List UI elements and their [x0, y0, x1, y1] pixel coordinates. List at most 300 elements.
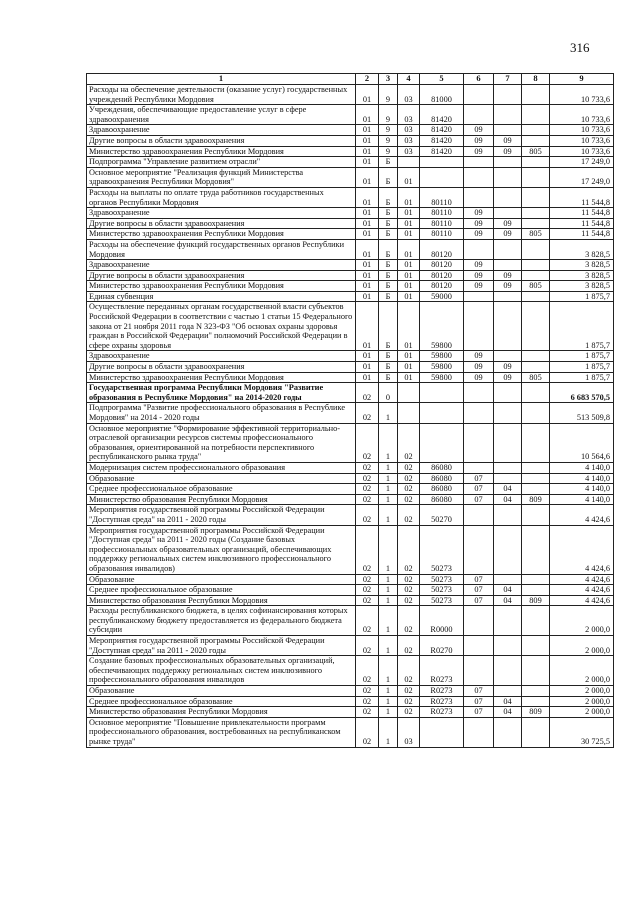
row-name: Другие вопросы в области здравоохранения	[87, 135, 356, 146]
row-name: Государственная программа Республики Мордовия "Развитие образования в Республике Мордовия" на 2014-2020 годы	[87, 383, 356, 403]
row-code: 03	[398, 125, 420, 136]
row-code: 01	[356, 372, 379, 383]
row-code: 04	[494, 707, 522, 718]
table-row	[87, 187, 614, 207]
row-code	[522, 105, 550, 125]
row-code: Б	[379, 218, 398, 229]
row-code	[494, 656, 522, 686]
row-name: Подпрограмма "Управление развитием отрасли"	[87, 157, 356, 168]
row-code	[522, 351, 550, 362]
row-code: 01	[356, 351, 379, 362]
row-code	[494, 239, 522, 259]
row-amount: 10 733,6	[550, 135, 614, 146]
row-code: 86080	[420, 462, 464, 473]
row-amount: 2 000,0	[550, 686, 614, 697]
row-code	[494, 636, 522, 656]
row-code	[522, 462, 550, 473]
table-row	[87, 383, 614, 403]
row-code: 01	[356, 146, 379, 157]
row-amount: 6 683 570,5	[550, 383, 614, 403]
row-code: 09	[494, 146, 522, 157]
table-row	[87, 239, 614, 259]
row-name: Среднее профессиональное образование	[87, 484, 356, 495]
table-row	[87, 208, 614, 219]
row-code	[464, 383, 494, 403]
row-name: Министерство здравоохранения Республики Мордовия	[87, 281, 356, 292]
row-code	[464, 157, 494, 168]
row-code: 02	[356, 494, 379, 505]
row-code: 1	[379, 656, 398, 686]
row-code: 1	[379, 585, 398, 596]
row-code: 09	[464, 351, 494, 362]
row-code: 04	[494, 696, 522, 707]
row-amount: 3 828,5	[550, 260, 614, 271]
row-code: 50273	[420, 585, 464, 596]
row-amount: 11 544,8	[550, 187, 614, 207]
row-amount: 1 875,7	[550, 372, 614, 383]
row-code: 07	[464, 686, 494, 697]
row-code	[464, 462, 494, 473]
row-code	[420, 423, 464, 462]
row-code: 1	[379, 696, 398, 707]
row-code	[464, 239, 494, 259]
row-name: Основное мероприятие "Формирование эффективной территориально-отраслевой организации ресурсов системы профессионального образования, ориентированной на потребности перспективного республиканского рынка труда"	[87, 423, 356, 462]
row-code	[464, 85, 494, 105]
column-header: 8	[522, 74, 550, 85]
row-amount: 4 140,0	[550, 494, 614, 505]
table-row	[87, 85, 614, 105]
table-row	[87, 606, 614, 636]
row-code	[522, 473, 550, 484]
row-code: 02	[398, 696, 420, 707]
row-name: Министерство образования Республики Мордовия	[87, 707, 356, 718]
row-amount: 30 725,5	[550, 717, 614, 747]
row-code: 01	[356, 135, 379, 146]
row-code: 9	[379, 105, 398, 125]
row-code: 02	[398, 484, 420, 495]
row-code: 80120	[420, 260, 464, 271]
row-code	[494, 686, 522, 697]
table-row	[87, 473, 614, 484]
table-body	[87, 85, 614, 748]
row-code: 01	[356, 105, 379, 125]
page-number: 316	[570, 40, 590, 55]
row-code	[464, 717, 494, 747]
table-row	[87, 686, 614, 697]
row-code	[464, 606, 494, 636]
row-code: 809	[522, 595, 550, 606]
row-code	[420, 403, 464, 423]
row-code: 01	[398, 187, 420, 207]
row-code	[464, 403, 494, 423]
row-code: 01	[356, 167, 379, 187]
row-code	[522, 208, 550, 219]
row-code	[522, 423, 550, 462]
row-code: R0270	[420, 636, 464, 656]
row-amount: 4 140,0	[550, 462, 614, 473]
row-code	[522, 574, 550, 585]
row-code: 809	[522, 494, 550, 505]
row-code: 09	[464, 270, 494, 281]
row-name: Среднее профессиональное образование	[87, 696, 356, 707]
row-code: 1	[379, 636, 398, 656]
row-code	[494, 403, 522, 423]
table-row	[87, 270, 614, 281]
row-amount: 1 875,7	[550, 362, 614, 373]
row-name: Образование	[87, 686, 356, 697]
row-code: 01	[398, 229, 420, 240]
table-row	[87, 656, 614, 686]
row-code: 86080	[420, 473, 464, 484]
row-code	[464, 525, 494, 574]
row-name: Здравоохранение	[87, 208, 356, 219]
table-row	[87, 281, 614, 292]
row-name: Мероприятия государственной программы Российской Федерации "Доступная среда" на 2011 - 2020 годы (Создание базовых профессиональных образовательных организаций, обеспечивающих поддержку региональных систем инклюзивного профессионального образования инвалидов)	[87, 525, 356, 574]
table-row	[87, 525, 614, 574]
table-row	[87, 302, 614, 351]
table-row	[87, 291, 614, 302]
row-code: 81420	[420, 105, 464, 125]
row-code: Б	[379, 239, 398, 259]
row-code	[522, 606, 550, 636]
row-code: 805	[522, 372, 550, 383]
row-code	[522, 187, 550, 207]
row-code	[420, 383, 464, 403]
row-code: 02	[356, 707, 379, 718]
row-name: Единая субвенция	[87, 291, 356, 302]
row-code	[464, 505, 494, 525]
table-row	[87, 707, 614, 718]
row-code	[522, 260, 550, 271]
column-header: 9	[550, 74, 614, 85]
row-code: R0273	[420, 686, 464, 697]
row-code: 02	[398, 636, 420, 656]
row-amount: 10 733,6	[550, 125, 614, 136]
row-code: 02	[398, 525, 420, 574]
row-code: 01	[398, 362, 420, 373]
row-code: 03	[398, 146, 420, 157]
row-amount: 2 000,0	[550, 606, 614, 636]
row-code: 1	[379, 403, 398, 423]
row-code: 80120	[420, 239, 464, 259]
row-amount: 10 733,6	[550, 146, 614, 157]
row-code: Б	[379, 270, 398, 281]
table-row	[87, 229, 614, 240]
table-row	[87, 372, 614, 383]
row-code: Б	[379, 157, 398, 168]
row-code: 01	[398, 208, 420, 219]
row-code: 07	[464, 585, 494, 596]
row-amount: 4 424,6	[550, 505, 614, 525]
row-code	[522, 125, 550, 136]
row-code	[522, 218, 550, 229]
table-row	[87, 585, 614, 596]
row-code: 59800	[420, 351, 464, 362]
row-code: Б	[379, 281, 398, 292]
row-amount: 11 544,8	[550, 229, 614, 240]
row-code: 02	[356, 403, 379, 423]
row-amount: 10 733,6	[550, 105, 614, 125]
row-name: Расходы на обеспечение деятельности (оказание услуг) государственных учреждений Республики Мордовия	[87, 85, 356, 105]
row-code: 9	[379, 135, 398, 146]
row-code: 01	[356, 157, 379, 168]
row-name: Министерство здравоохранения Республики Мордовия	[87, 229, 356, 240]
row-code: 1	[379, 462, 398, 473]
row-code: 1	[379, 595, 398, 606]
row-code: 01	[398, 260, 420, 271]
table-row	[87, 362, 614, 373]
row-code	[522, 636, 550, 656]
row-code: 9	[379, 85, 398, 105]
row-code: 03	[398, 135, 420, 146]
row-name: Создание базовых профессиональных образовательных организаций, обеспечивающих поддержку региональных систем инклюзивного профессионального образования инвалидов	[87, 656, 356, 686]
row-code	[464, 105, 494, 125]
row-code: 81420	[420, 146, 464, 157]
row-code: 01	[356, 208, 379, 219]
row-code: 50270	[420, 505, 464, 525]
row-code	[522, 686, 550, 697]
row-code	[522, 157, 550, 168]
row-code: 9	[379, 146, 398, 157]
row-code: 02	[398, 505, 420, 525]
row-code: 81420	[420, 135, 464, 146]
row-amount: 17 249,0	[550, 167, 614, 187]
row-code: 1	[379, 717, 398, 747]
row-code	[522, 717, 550, 747]
row-code	[420, 717, 464, 747]
row-code: 01	[356, 302, 379, 351]
row-code: 09	[464, 372, 494, 383]
row-code: 01	[398, 372, 420, 383]
row-code	[522, 403, 550, 423]
column-header: 1	[87, 74, 356, 85]
row-code: 1	[379, 574, 398, 585]
row-code: 09	[464, 125, 494, 136]
row-name: Другие вопросы в области здравоохранения	[87, 270, 356, 281]
row-amount: 2 000,0	[550, 707, 614, 718]
row-code: 805	[522, 229, 550, 240]
row-code	[522, 362, 550, 373]
row-code: 81000	[420, 85, 464, 105]
row-amount: 4 424,6	[550, 585, 614, 596]
row-code	[494, 291, 522, 302]
row-code	[464, 636, 494, 656]
column-header: 2	[356, 74, 379, 85]
row-code: 80110	[420, 218, 464, 229]
row-code: 02	[356, 656, 379, 686]
row-code: 1	[379, 473, 398, 484]
row-amount: 2 000,0	[550, 636, 614, 656]
row-code	[522, 656, 550, 686]
column-header: 4	[398, 74, 420, 85]
row-code	[494, 462, 522, 473]
row-name: Учреждения, обеспечивающие предоставление услуг в сфере здравоохранения	[87, 105, 356, 125]
row-code: 01	[398, 239, 420, 259]
row-code: 02	[356, 484, 379, 495]
row-code: 01	[398, 218, 420, 229]
table-row	[87, 403, 614, 423]
row-code: 02	[356, 717, 379, 747]
column-header: 6	[464, 74, 494, 85]
row-code: 04	[494, 494, 522, 505]
row-code: 02	[398, 686, 420, 697]
row-code: 09	[494, 362, 522, 373]
row-code: 1	[379, 606, 398, 636]
table-row	[87, 717, 614, 747]
row-amount: 4 424,6	[550, 595, 614, 606]
column-header: 7	[494, 74, 522, 85]
row-name: Расходы республиканского бюджета, в целях софинансирования которых республиканскому бюджету предоставляется из федерального бюджета субсидии	[87, 606, 356, 636]
row-code: 805	[522, 146, 550, 157]
row-code: 09	[464, 135, 494, 146]
row-code: 01	[356, 229, 379, 240]
row-amount: 4 424,6	[550, 574, 614, 585]
row-code: 07	[464, 595, 494, 606]
row-code: 09	[464, 260, 494, 271]
row-code: 01	[356, 85, 379, 105]
row-code: R0273	[420, 656, 464, 686]
row-amount: 1 875,7	[550, 351, 614, 362]
row-name: Министерство здравоохранения Республики Мордовия	[87, 146, 356, 157]
row-code: Б	[379, 187, 398, 207]
row-name: Образование	[87, 574, 356, 585]
column-header: 5	[420, 74, 464, 85]
row-amount: 10 564,6	[550, 423, 614, 462]
row-name: Подпрограмма "Развитие профессионального образования в Республике Мордовия" на 2014 - 2020 годы	[87, 403, 356, 423]
row-code	[420, 157, 464, 168]
row-code	[522, 167, 550, 187]
row-code: 04	[494, 484, 522, 495]
row-code: 03	[398, 717, 420, 747]
row-name: Здравоохранение	[87, 351, 356, 362]
row-amount: 17 249,0	[550, 157, 614, 168]
row-code: 01	[356, 362, 379, 373]
row-code: 09	[464, 229, 494, 240]
row-code: Б	[379, 372, 398, 383]
row-code: 02	[398, 707, 420, 718]
row-code: 02	[398, 574, 420, 585]
row-code: 03	[398, 105, 420, 125]
row-code	[522, 383, 550, 403]
row-code	[494, 473, 522, 484]
row-code: R0273	[420, 696, 464, 707]
row-code: 01	[398, 302, 420, 351]
row-code: 1	[379, 525, 398, 574]
table-row	[87, 423, 614, 462]
row-name: Другие вопросы в области здравоохранения	[87, 362, 356, 373]
row-code: 01	[356, 291, 379, 302]
row-code: 02	[356, 585, 379, 596]
row-code: Б	[379, 362, 398, 373]
row-code: 09	[464, 146, 494, 157]
row-code: 01	[356, 218, 379, 229]
row-code	[494, 208, 522, 219]
row-code	[522, 270, 550, 281]
row-code	[494, 525, 522, 574]
row-code: 04	[494, 585, 522, 596]
table-row	[87, 636, 614, 656]
row-code: 01	[356, 270, 379, 281]
row-code	[398, 157, 420, 168]
row-name: Основное мероприятие "Повышение привлекательности программ профессионального образования, востребованных на республиканском рынке труда"	[87, 717, 356, 747]
row-code: 09	[464, 208, 494, 219]
row-code: 86080	[420, 484, 464, 495]
row-code: 02	[356, 636, 379, 656]
row-code: 01	[398, 270, 420, 281]
row-name: Министерство образования Республики Мордовия	[87, 494, 356, 505]
row-code: 1	[379, 505, 398, 525]
table-row	[87, 218, 614, 229]
row-code: 80120	[420, 270, 464, 281]
row-code: 1	[379, 707, 398, 718]
row-code: 02	[398, 595, 420, 606]
table-row	[87, 595, 614, 606]
row-code	[464, 423, 494, 462]
row-code: 07	[464, 707, 494, 718]
row-code: 01	[356, 260, 379, 271]
row-code: Б	[379, 302, 398, 351]
row-amount: 3 828,5	[550, 270, 614, 281]
table-row	[87, 351, 614, 362]
row-code: 59800	[420, 372, 464, 383]
row-name: Среднее профессиональное образование	[87, 585, 356, 596]
row-code: 01	[398, 291, 420, 302]
row-code: Б	[379, 229, 398, 240]
row-code: 01	[356, 281, 379, 292]
row-amount: 4 140,0	[550, 484, 614, 495]
budget-table	[86, 73, 614, 748]
row-code: 02	[356, 423, 379, 462]
row-code: 02	[356, 505, 379, 525]
row-code: 07	[464, 494, 494, 505]
row-amount: 3 828,5	[550, 281, 614, 292]
row-code	[494, 85, 522, 105]
row-code	[464, 302, 494, 351]
row-name: Расходы на выплаты по оплате труда работников государственных органов Республики Мордовия	[87, 187, 356, 207]
row-code: 09	[464, 281, 494, 292]
row-code: 9	[379, 125, 398, 136]
row-code: 09	[494, 229, 522, 240]
row-code: 81420	[420, 125, 464, 136]
row-code: 1	[379, 423, 398, 462]
row-code: 02	[356, 473, 379, 484]
table-row	[87, 146, 614, 157]
row-name: Здравоохранение	[87, 125, 356, 136]
row-code	[494, 423, 522, 462]
row-code: 09	[494, 270, 522, 281]
row-amount: 2 000,0	[550, 696, 614, 707]
row-code: 59800	[420, 362, 464, 373]
row-code	[522, 525, 550, 574]
row-code: 80120	[420, 281, 464, 292]
row-code: 02	[356, 696, 379, 707]
row-code: 09	[464, 362, 494, 373]
row-code	[494, 574, 522, 585]
row-code	[522, 291, 550, 302]
row-code: 02	[356, 606, 379, 636]
table-row	[87, 125, 614, 136]
row-code: Б	[379, 260, 398, 271]
table-row	[87, 505, 614, 525]
table-row	[87, 696, 614, 707]
row-code: 01	[398, 351, 420, 362]
row-code	[494, 105, 522, 125]
row-code: 02	[398, 585, 420, 596]
row-code: 02	[356, 383, 379, 403]
row-code: 80110	[420, 187, 464, 207]
table-row	[87, 167, 614, 187]
row-code: Б	[379, 291, 398, 302]
